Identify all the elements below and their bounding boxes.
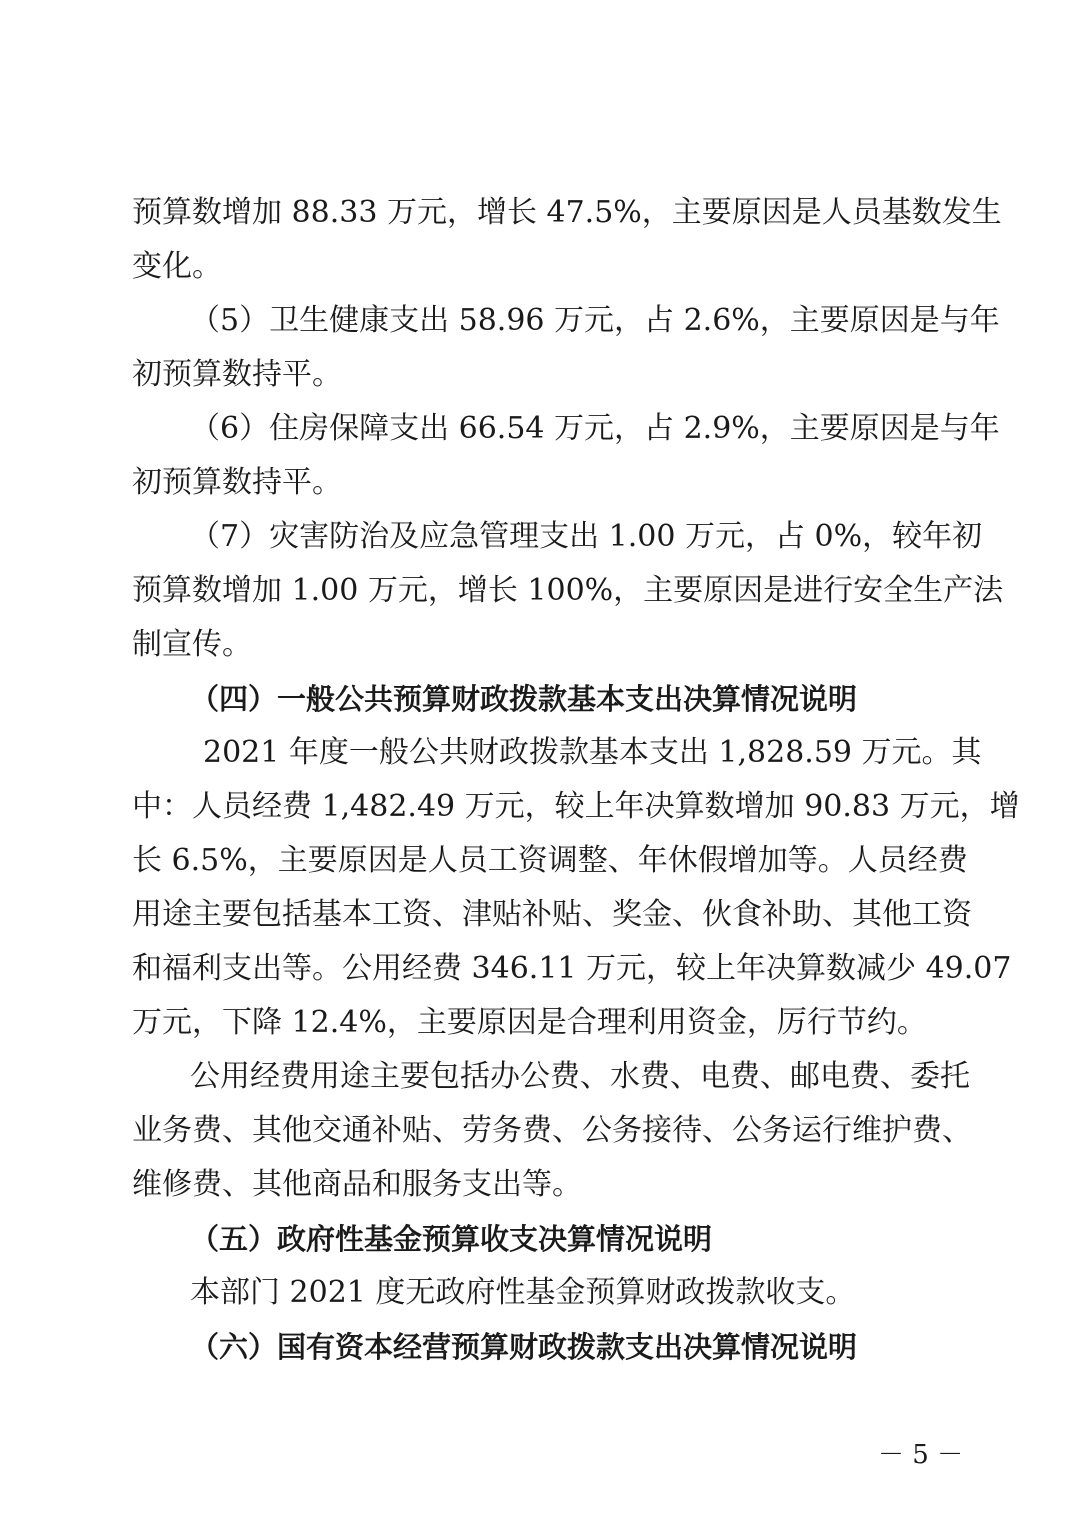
body-text-line: 初预算数持平。 — [132, 357, 342, 392]
body-text-line: 业务费、其他交通补贴、劳务费、公务接待、公务运行维护费、 — [132, 1113, 972, 1148]
body-text-line: 中：人员经费 1,482.49 万元，较上年决算数增加 90.83 万元，增 — [132, 789, 1020, 824]
body-text-line: 制宣传。 — [132, 627, 252, 662]
body-text-line: 预算数增加 88.33 万元，增长 47.5%，主要原因是人员基数发生 — [132, 195, 1002, 230]
section-heading: （五）政府性基金预算收支决算情况说明 — [190, 1222, 713, 1256]
body-text-line: （6）住房保障支出 66.54 万元，占 2.9%，主要原因是与年 — [190, 411, 1000, 446]
body-text-line: 和福利支出等。公用经费 346.11 万元，较上年决算数减少 49.07 — [132, 951, 1012, 986]
section-heading: （六）国有资本经营预算财政拨款支出决算情况说明 — [190, 1330, 858, 1364]
body-text-line: 万元，下降 12.4%，主要原因是合理利用资金，厉行节约。 — [132, 1005, 927, 1040]
body-text-line: 本部门 2021 度无政府性基金预算财政拨款收支。 — [190, 1275, 856, 1310]
body-text-line: （7）灾害防治及应急管理支出 1.00 万元，占 0%，较年初 — [190, 519, 983, 554]
page-number: － 5 － — [878, 1440, 964, 1470]
body-text-line: 初预算数持平。 — [132, 465, 342, 500]
body-text-line: （5）卫生健康支出 58.96 万元，占 2.6%，主要原因是与年 — [190, 303, 1000, 338]
body-text-line: 维修费、其他商品和服务支出等。 — [132, 1167, 582, 1202]
body-text-line: 预算数增加 1.00 万元，增长 100%，主要原因是进行安全生产法 — [132, 573, 1004, 608]
body-text-line: 公用经费用途主要包括办公费、水费、电费、邮电费、委托 — [190, 1059, 970, 1094]
body-text-line: 长 6.5%，主要原因是人员工资调整、年休假增加等。人员经费 — [132, 843, 968, 878]
section-heading: （四）一般公共预算财政拨款基本支出决算情况说明 — [190, 682, 858, 716]
body-text-line: 变化。 — [132, 249, 222, 284]
body-text-line: 用途主要包括基本工资、津贴补贴、奖金、伙食补助、其他工资 — [132, 897, 972, 932]
body-text-line: 2021 年度一般公共财政拨款基本支出 1,828.59 万元。其 — [203, 735, 982, 770]
